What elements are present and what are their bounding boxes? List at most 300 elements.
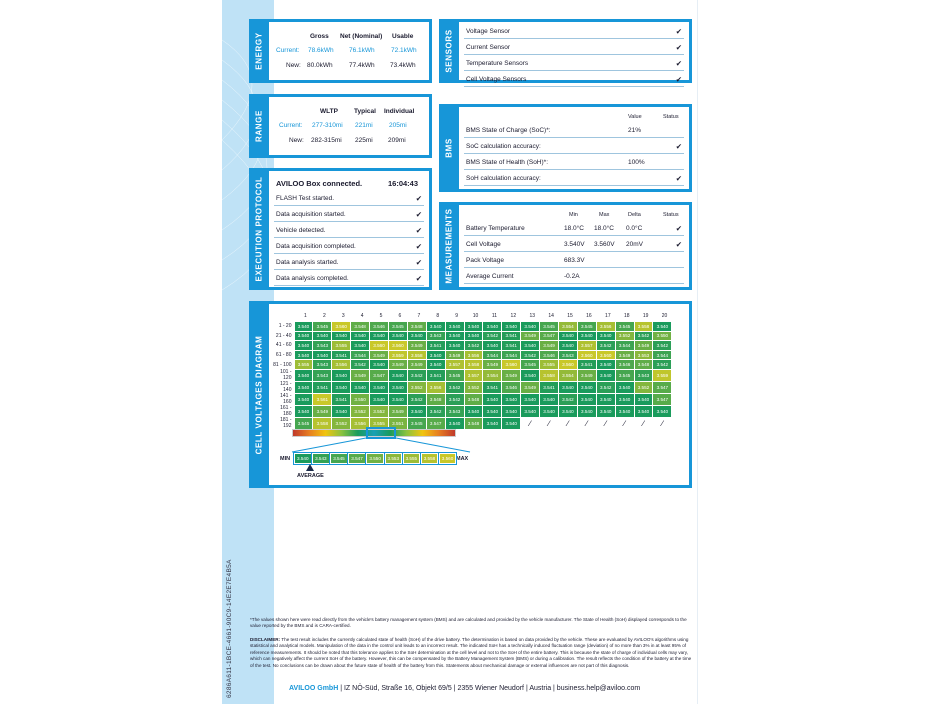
bms-col-status: Status bbox=[663, 114, 679, 120]
cell-row bbox=[272, 350, 672, 360]
sensor-row bbox=[464, 57, 684, 71]
cell-row-label: 181 - 192 bbox=[272, 417, 294, 429]
cell-voltage: 3.540 bbox=[521, 405, 540, 417]
cell-voltage: 3.540 bbox=[332, 369, 351, 381]
cell-voltage: 3.544 bbox=[615, 341, 634, 351]
cell-voltage: 3.552 bbox=[370, 405, 389, 417]
cell-voltage: 3.557 bbox=[464, 369, 483, 381]
cell-voltage: 3.555 bbox=[540, 360, 559, 370]
cell-voltage: 3.540 bbox=[294, 381, 313, 393]
sensor-row bbox=[464, 41, 684, 55]
bms-row bbox=[464, 140, 684, 154]
column-header: 1 bbox=[304, 313, 307, 319]
legend-value: 3.553 bbox=[385, 453, 403, 464]
meas-col-status: Status bbox=[663, 212, 679, 218]
cell-voltage: 3.540 bbox=[445, 322, 464, 332]
cell-voltage: 3.559 bbox=[388, 350, 407, 360]
cell-voltage: 3.554 bbox=[483, 369, 502, 381]
range-label: RANGE bbox=[249, 94, 269, 158]
column-header: 7 bbox=[417, 313, 421, 319]
disclaimer-title: DISCLAIMER: bbox=[250, 637, 281, 642]
cell-voltage: 3.552 bbox=[332, 417, 351, 429]
cell-voltage: 3.547 bbox=[426, 417, 445, 429]
cell-voltage: 3.556 bbox=[464, 350, 483, 360]
cell-voltage: 3.551 bbox=[388, 417, 407, 429]
cell-voltage: 3.549 bbox=[388, 360, 407, 370]
cell-voltage: 3.541 bbox=[426, 369, 445, 381]
cell-voltage: 3.540 bbox=[521, 393, 540, 405]
cell-voltage: 3.540 bbox=[577, 381, 596, 393]
cell-voltage: 3.552 bbox=[615, 331, 634, 341]
cell-voltage: 3.540 bbox=[521, 341, 540, 351]
sensor-row bbox=[464, 73, 684, 87]
cell-voltage: 3.552 bbox=[407, 381, 426, 393]
measurement-label: Pack Voltage bbox=[466, 257, 504, 264]
cell-voltage: 3.549 bbox=[370, 350, 389, 360]
cell-voltage: 3.540 bbox=[596, 393, 615, 405]
cell-voltage: 3.558 bbox=[313, 417, 332, 429]
empty-slot-icon: ∕ bbox=[577, 417, 596, 429]
cell-voltage: 3.540 bbox=[294, 341, 313, 351]
cell-voltage: 3.540 bbox=[445, 341, 464, 351]
measurements-label: MEASUREMENTS bbox=[439, 202, 459, 290]
average-marker-icon bbox=[306, 464, 314, 471]
cell-row-label: 41 - 60 bbox=[272, 341, 294, 351]
check-icon: ✔ bbox=[675, 142, 682, 151]
measurement-row bbox=[464, 222, 684, 236]
cell-row-label: 81 - 100 bbox=[272, 360, 294, 370]
legend-value: 3.547 bbox=[348, 453, 366, 464]
check-icon: ✔ bbox=[675, 224, 682, 233]
cell-voltage: 3.540 bbox=[388, 331, 407, 341]
cell-voltage: 3.540 bbox=[445, 417, 464, 429]
cell-row-label: 141 - 160 bbox=[272, 393, 294, 405]
energy-section bbox=[249, 19, 432, 83]
cell-row bbox=[272, 360, 672, 370]
cell-voltage: 3.543 bbox=[445, 405, 464, 417]
column-header: 12 bbox=[510, 313, 517, 319]
bms-row bbox=[464, 124, 684, 138]
cell-voltage: 3.552 bbox=[464, 381, 483, 393]
cell-voltage: 3.540 bbox=[483, 417, 502, 429]
cell-voltage: 3.542 bbox=[464, 341, 483, 351]
cell-voltage: 3.540 bbox=[596, 369, 615, 381]
cell-voltage: 3.541 bbox=[332, 350, 351, 360]
measurement-max: 18.0°C bbox=[594, 225, 614, 232]
cell-voltage: 3.540 bbox=[294, 331, 313, 341]
cell-voltage: 3.547 bbox=[540, 331, 559, 341]
meas-col-max: Max bbox=[599, 212, 610, 218]
cell-row bbox=[272, 331, 672, 341]
cell-voltage: 3.543 bbox=[634, 369, 653, 381]
cell-voltage: 3.540 bbox=[483, 341, 502, 351]
legend-value: 3.560 bbox=[439, 453, 457, 464]
energy-new-net: 77.4kWh bbox=[349, 62, 375, 69]
cell-voltage: 3.542 bbox=[521, 350, 540, 360]
energy-current-label: Current: bbox=[276, 47, 300, 54]
cell-voltage: 3.549 bbox=[634, 341, 653, 351]
empty-slot-icon: ∕ bbox=[634, 417, 653, 429]
bms-col-value: Value bbox=[628, 114, 642, 120]
cell-voltage: 3.540 bbox=[615, 393, 634, 405]
cell-voltage: 3.540 bbox=[615, 405, 634, 417]
cell-voltage: 3.543 bbox=[426, 331, 445, 341]
column-header: 18 bbox=[623, 313, 630, 319]
cell-voltage: 3.540 bbox=[370, 393, 389, 405]
footnote: *The values shown here were read directly from the vehicle's battery management system (BMS) and are calculated and provided by the vehicle manufacturer. The State of Health (SoH) displayed corresponds to the value reported by the BMS and is CARA-certified. bbox=[250, 617, 687, 629]
cell-voltage: 3.541 bbox=[426, 341, 445, 351]
cell-voltage: 3.541 bbox=[332, 393, 351, 405]
cell-voltage: 3.542 bbox=[426, 405, 445, 417]
check-icon: ✔ bbox=[415, 274, 422, 283]
cell-voltage: 3.560 bbox=[388, 341, 407, 351]
cell-voltage: 3.540 bbox=[558, 381, 577, 393]
column-header: 13 bbox=[529, 313, 536, 319]
cell-voltage: 3.540 bbox=[502, 405, 521, 417]
energy-new-usable: 73.4kWh bbox=[390, 62, 416, 69]
energy-current-gross: 78.6kWh bbox=[308, 47, 334, 54]
cell-row bbox=[272, 417, 672, 429]
range-current-individual: 205mi bbox=[389, 122, 407, 129]
cell-voltage: 3.542 bbox=[634, 331, 653, 341]
protocol-row-label: Data acquisition started. bbox=[276, 211, 346, 218]
cell-voltage: 3.540 bbox=[351, 341, 370, 351]
cell-voltage: 3.542 bbox=[596, 381, 615, 393]
cell-voltage: 3.540 bbox=[370, 360, 389, 370]
range-section bbox=[249, 94, 432, 158]
protocol-row bbox=[274, 272, 424, 286]
cell-voltage: 3.540 bbox=[596, 405, 615, 417]
cell-voltage: 3.543 bbox=[313, 341, 332, 351]
legend-value: 3.555 bbox=[403, 453, 421, 464]
legend-max-label: MAX bbox=[456, 456, 469, 462]
cell-voltage: 3.545 bbox=[445, 369, 464, 381]
range-header-typical: Typical bbox=[354, 108, 376, 115]
legend-value: 3.545 bbox=[330, 453, 348, 464]
empty-slot-icon: ∕ bbox=[540, 417, 559, 429]
energy-label: ENERGY bbox=[249, 19, 269, 83]
cell-voltage: 3.541 bbox=[502, 331, 521, 341]
cell-voltage: 3.549 bbox=[445, 350, 464, 360]
cell-voltage: 3.540 bbox=[615, 381, 634, 393]
energy-header-net: Net (Nominal) bbox=[340, 33, 383, 40]
cell-voltage: 3.548 bbox=[426, 393, 445, 405]
range-current-typical: 221mi bbox=[355, 122, 373, 129]
cell-voltage: 3.540 bbox=[351, 331, 370, 341]
cell-voltage: 3.540 bbox=[464, 331, 483, 341]
cell-voltage: 3.540 bbox=[294, 369, 313, 381]
range-new-individual: 209mi bbox=[388, 137, 406, 144]
column-header: 4 bbox=[360, 313, 364, 319]
footer-address-line bbox=[289, 685, 640, 692]
column-header: 6 bbox=[398, 313, 402, 319]
range-header-individual: Individual bbox=[384, 108, 415, 115]
cell-voltage: 3.549 bbox=[521, 331, 540, 341]
bms-section bbox=[439, 104, 692, 192]
cell-voltage: 3.554 bbox=[558, 369, 577, 381]
energy-new-label: New: bbox=[286, 62, 301, 69]
cell-voltage: 3.558 bbox=[464, 360, 483, 370]
execution-protocol-section bbox=[249, 168, 432, 290]
cell-voltage: 3.560 bbox=[596, 350, 615, 360]
cell-voltage: 3.549 bbox=[577, 369, 596, 381]
cell-voltage: 3.549 bbox=[615, 350, 634, 360]
cell-voltage: 3.546 bbox=[502, 381, 521, 393]
cell-voltage: 3.557 bbox=[445, 360, 464, 370]
cell-voltage: 3.556 bbox=[426, 381, 445, 393]
cell-voltage: 3.540 bbox=[558, 341, 577, 351]
cell-voltage: 3.545 bbox=[577, 322, 596, 332]
check-icon: ✔ bbox=[675, 59, 682, 68]
protocol-row-label: Data analysis completed. bbox=[276, 275, 349, 282]
average-label: AVERAGE bbox=[297, 473, 324, 479]
cell-voltage: 3.542 bbox=[407, 369, 426, 381]
column-header: 9 bbox=[455, 313, 459, 319]
cell-voltage: 3.540 bbox=[540, 393, 559, 405]
cell-voltage: 3.549 bbox=[483, 360, 502, 370]
cell-row bbox=[272, 322, 672, 332]
range-header-wltp: WLTP bbox=[320, 108, 338, 115]
measurements-section bbox=[439, 202, 692, 290]
column-header: 17 bbox=[605, 313, 611, 319]
cell-voltage: 3.540 bbox=[426, 360, 445, 370]
legend-value: 3.540 bbox=[294, 453, 312, 464]
cell-voltage: 3.561 bbox=[313, 393, 332, 405]
cell-voltage: 3.545 bbox=[615, 369, 634, 381]
measurement-delta: 0.0°C bbox=[626, 225, 643, 232]
column-header: 2 bbox=[322, 313, 326, 319]
cell-voltage: 3.540 bbox=[313, 331, 332, 341]
check-icon: ✔ bbox=[415, 210, 422, 219]
cell-voltage: 3.544 bbox=[351, 350, 370, 360]
protocol-row bbox=[274, 224, 424, 238]
bms-row-label: BMS State of Health (SoH)*: bbox=[466, 159, 549, 166]
protocol-row-label: Data acquisition completed. bbox=[276, 243, 356, 250]
cell-voltage: 3.549 bbox=[351, 369, 370, 381]
cell-voltage: 3.547 bbox=[653, 393, 672, 405]
protocol-time: 16:04:43 bbox=[388, 179, 419, 188]
legend-value: 3.550 bbox=[366, 453, 384, 464]
cell-voltage: 3.549 bbox=[540, 341, 559, 351]
column-header: 10 bbox=[472, 313, 479, 319]
column-header: 15 bbox=[567, 313, 573, 319]
cell-voltage: 3.540 bbox=[351, 381, 370, 393]
cell-voltage: 3.540 bbox=[653, 405, 672, 417]
cell-voltage: 3.549 bbox=[388, 405, 407, 417]
protocol-row-label: FLASH Test started. bbox=[276, 195, 335, 202]
cell-voltage: 3.547 bbox=[370, 369, 389, 381]
cell-voltage: 3.560 bbox=[370, 341, 389, 351]
legend-min-label: MIN bbox=[280, 456, 291, 462]
cell-voltage: 3.549 bbox=[407, 341, 426, 351]
cell-voltage: 3.544 bbox=[483, 350, 502, 360]
cell-voltage: 3.540 bbox=[313, 350, 332, 360]
cell-voltage: 3.541 bbox=[502, 341, 521, 351]
empty-slot-icon: ∕ bbox=[653, 417, 672, 429]
cell-voltage: 3.545 bbox=[615, 322, 634, 332]
column-header: 5 bbox=[379, 313, 383, 319]
cell-voltage: 3.548 bbox=[464, 393, 483, 405]
column-header: 19 bbox=[642, 313, 649, 319]
sensor-row bbox=[464, 25, 684, 39]
cell-row bbox=[272, 369, 672, 381]
cell-voltage-table bbox=[272, 321, 672, 430]
sensors-section bbox=[439, 19, 692, 83]
cell-voltage: 3.542 bbox=[445, 381, 464, 393]
cell-voltage: 3.558 bbox=[540, 369, 559, 381]
cell-voltage: 3.541 bbox=[577, 360, 596, 370]
bms-row bbox=[464, 172, 684, 186]
cell-voltage: 3.548 bbox=[351, 322, 370, 332]
cell-voltage: 3.549 bbox=[521, 381, 540, 393]
cell-voltage: 3.540 bbox=[483, 322, 502, 332]
range-new-typical: 225mi bbox=[355, 137, 373, 144]
measurement-label: Average Current bbox=[466, 273, 514, 280]
empty-slot-icon: ∕ bbox=[558, 417, 577, 429]
cell-voltage: 3.545 bbox=[313, 322, 332, 332]
cell-voltage: 3.545 bbox=[388, 322, 407, 332]
cell-voltage: 3.542 bbox=[445, 393, 464, 405]
measurement-min: 683.3V bbox=[564, 257, 585, 264]
cell-voltage: 3.540 bbox=[370, 381, 389, 393]
cell-voltage: 3.548 bbox=[464, 417, 483, 429]
check-icon: ✔ bbox=[675, 43, 682, 52]
cell-voltage: 3.540 bbox=[577, 393, 596, 405]
range-new-wltp: 282-315mi bbox=[311, 137, 342, 144]
cell-voltage: 3.540 bbox=[445, 331, 464, 341]
cell-voltage: 3.540 bbox=[596, 331, 615, 341]
cell-voltage: 3.557 bbox=[577, 341, 596, 351]
cell-row bbox=[272, 341, 672, 351]
cell-row-label: 121 - 140 bbox=[272, 381, 294, 393]
cell-voltage: 3.540 bbox=[558, 331, 577, 341]
cell-voltage: 3.543 bbox=[313, 369, 332, 381]
cell-voltage: 3.549 bbox=[502, 369, 521, 381]
legend-value: 3.543 bbox=[312, 453, 330, 464]
bms-row bbox=[464, 156, 684, 170]
range-current-wltp: 277-310mi bbox=[312, 122, 343, 129]
range-current-label: Current: bbox=[279, 122, 303, 129]
cell-voltage: 3.540 bbox=[426, 322, 445, 332]
energy-new-gross: 80.0kWh bbox=[307, 62, 333, 69]
column-header: 16 bbox=[586, 313, 592, 319]
sensors-label: SENSORS bbox=[439, 19, 459, 83]
cell-voltage: 3.540 bbox=[294, 350, 313, 360]
cell-voltage: 3.540 bbox=[294, 393, 313, 405]
cell-row-label: 101 - 120 bbox=[272, 369, 294, 381]
cell-voltage: 3.549 bbox=[407, 360, 426, 370]
bms-row-value: 21% bbox=[628, 127, 642, 134]
document-id: 6286A611-1BCE-4661-90C9-14E2E7E4B5A bbox=[226, 559, 233, 698]
cell-voltage: 3.540 bbox=[483, 405, 502, 417]
cell-voltage: 3.540 bbox=[540, 405, 559, 417]
cell-voltage: 3.553 bbox=[634, 350, 653, 360]
cell-voltage: 3.555 bbox=[294, 360, 313, 370]
cell-voltage: 3.549 bbox=[313, 405, 332, 417]
measurement-min: -0.2A bbox=[564, 273, 580, 280]
energy-current-usable: 72.1kWh bbox=[391, 47, 417, 54]
cell-voltage: 3.540 bbox=[464, 405, 483, 417]
cell-voltages-section bbox=[249, 301, 692, 488]
cell-voltage: 3.542 bbox=[653, 360, 672, 370]
check-icon: ✔ bbox=[675, 75, 682, 84]
measurement-label: Battery Temperature bbox=[466, 225, 525, 232]
cell-voltage: 3.546 bbox=[370, 322, 389, 332]
cell-voltage: 3.540 bbox=[502, 417, 521, 429]
cell-voltage: 3.542 bbox=[351, 360, 370, 370]
cell-voltage: 3.554 bbox=[558, 322, 577, 332]
cell-row-label: 21 - 40 bbox=[272, 331, 294, 341]
protocol-title: AVILOO Box connected. bbox=[276, 179, 363, 188]
cell-voltage: 3.560 bbox=[577, 350, 596, 360]
disclaimer-text: The test result includes the currently calculated state of health (SoH) of the drive battery. The determination is based on data provided by the vehicle. These are evaluated by AVILOO's algorithms using statistical and analytical models. Manipulation of the data in the control unit leads to an incorrect result. The indicated SoH has a technically induced fluctuation range (deviation) of no more than 3% in at least 95% of reference measurements. It should be noted that this tolerance applies to the SoH determination at the cell level and not to the SoH of the entire battery. This is because the state of charge of individual cells may vary, which can negatively affect the current SoH of the battery. However, this can be compensated by the Battery Management System (BMS) or during a calibration. The result reflects the condition of the battery at the time of the test. No conclusions can be drawn about the future state of health of the battery from this. Statements about mechanical damage or external influences are not part of this diagnosis. bbox=[250, 637, 692, 668]
cell-row bbox=[272, 393, 672, 405]
column-header: 8 bbox=[436, 313, 440, 319]
cell-voltage: 3.560 bbox=[558, 360, 577, 370]
check-icon: ✔ bbox=[675, 27, 682, 36]
cell-voltage: 3.540 bbox=[388, 393, 407, 405]
cell-voltage: 3.540 bbox=[332, 381, 351, 393]
cell-voltage: 3.558 bbox=[634, 322, 653, 332]
cell-voltage: 3.540 bbox=[464, 322, 483, 332]
cell-voltage: 3.548 bbox=[407, 322, 426, 332]
cell-voltage: 3.548 bbox=[634, 360, 653, 370]
cell-voltage: 3.542 bbox=[407, 393, 426, 405]
protocol-row-label: Data analysis started. bbox=[276, 259, 339, 266]
meas-col-delta: Delta bbox=[628, 212, 641, 218]
cell-voltage: 3.540 bbox=[483, 393, 502, 405]
energy-header-usable: Usable bbox=[392, 33, 414, 40]
bms-row-value: 100% bbox=[628, 159, 645, 166]
column-header: 3 bbox=[341, 313, 345, 319]
protocol-row bbox=[274, 208, 424, 222]
cell-voltage: 3.541 bbox=[540, 381, 559, 393]
cell-voltage: 3.542 bbox=[558, 393, 577, 405]
sensor-label: Current Sensor bbox=[466, 44, 511, 51]
cell-voltage: 3.559 bbox=[653, 369, 672, 381]
cell-row-label: 61 - 80 bbox=[272, 350, 294, 360]
empty-slot-icon: ∕ bbox=[596, 417, 615, 429]
measurement-min: 18.0°C bbox=[564, 225, 584, 232]
legend-value: 3.558 bbox=[421, 453, 439, 464]
column-header: 14 bbox=[548, 313, 554, 319]
column-header: 20 bbox=[661, 313, 668, 319]
bms-row-label: BMS State of Charge (SoC)*: bbox=[466, 127, 551, 134]
cell-voltage: 3.540 bbox=[596, 360, 615, 370]
cell-voltage: 3.552 bbox=[351, 405, 370, 417]
protocol-row-label: Vehicle detected. bbox=[276, 227, 326, 234]
cell-voltage: 3.540 bbox=[294, 405, 313, 417]
cell-voltage: 3.540 bbox=[577, 405, 596, 417]
cell-voltage: 3.550 bbox=[351, 393, 370, 405]
cell-voltage: 3.550 bbox=[653, 331, 672, 341]
sensor-label: Cell Voltage Sensors bbox=[466, 76, 527, 83]
cell-voltage: 3.556 bbox=[351, 417, 370, 429]
measurement-label: Cell Voltage bbox=[466, 241, 501, 248]
protocol-label: EXECUTION PROTOCOL bbox=[249, 168, 269, 290]
cell-voltage: 3.540 bbox=[407, 405, 426, 417]
bms-row-label: SoH calculation accuracy: bbox=[466, 175, 541, 182]
cell-row bbox=[272, 405, 672, 417]
cell-voltage: 3.540 bbox=[502, 393, 521, 405]
company-address: | IZ NÖ-Süd, Straße 16, Objekt 69/5 | 2355 Wiener Neudorf | Austria | business.help@aviloo.com bbox=[340, 685, 641, 692]
cell-voltage: 3.540 bbox=[653, 322, 672, 332]
cell-voltage: 3.545 bbox=[407, 417, 426, 429]
cell-voltage: 3.555 bbox=[332, 341, 351, 351]
cell-voltage: 3.540 bbox=[332, 405, 351, 417]
cells-label: CELL VOLTAGES DIAGRAM bbox=[249, 301, 269, 488]
measurement-row bbox=[464, 238, 684, 252]
